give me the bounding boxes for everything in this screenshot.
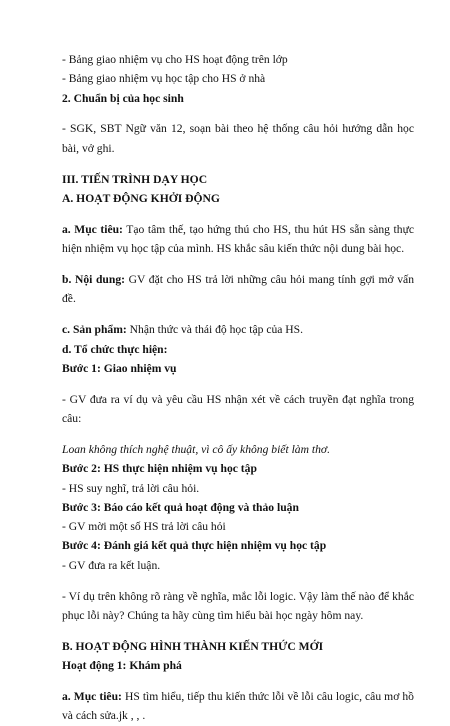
text-line: - Bảng giao nhiệm vụ cho HS hoạt động trên lớp <box>62 53 288 66</box>
content-text: GV đặt cho HS trả lời những câu hỏi mang tính gợi mở vấn đề. <box>62 273 414 306</box>
content-label: b. Nội dung: <box>62 273 125 287</box>
step-heading: Bước 1: Giao nhiệm vụ <box>62 361 177 375</box>
text-line: - Bảng giao nhiệm vụ học tập cho HS ở nhà <box>62 72 266 86</box>
goal-paragraph <box>62 220 414 259</box>
step-heading: Bước 2: HS thực hiện nhiệm vụ học tập <box>62 462 257 476</box>
section-heading: B. HOẠT ĐỘNG HÌNH THÀNH KIẾN THỨC MỚI <box>62 639 324 653</box>
text-line: - HS suy nghĩ, trả lời câu hỏi. <box>62 481 200 495</box>
product-label: c. Sản phẩm: <box>62 323 127 337</box>
text-paragraph: - Ví dụ trên không rõ ràng về nghĩa, mắc lỗi logic. Vậy làm thế nào để khắc phục lỗi này? Chúng ta hãy cùng tìm hiểu bài học ngày hôm nay. <box>62 589 414 622</box>
content-paragraph <box>62 270 414 309</box>
goal-text: HS tìm hiểu, tiếp thu kiến thức lỗi về lỗi câu logic, câu mơ hồ và cách sửa.jk , , . <box>62 689 414 723</box>
goal-label: a. Mục tiêu: <box>62 222 123 236</box>
step-heading: Bước 3: Báo cáo kết quả hoạt động và thảo luận <box>62 500 299 514</box>
section-heading: III. TIẾN TRÌNH DẠY HỌC <box>62 172 208 186</box>
text-line: - GV đưa ra kết luận. <box>62 558 161 572</box>
goal-label: a. Mục tiêu: <box>62 689 122 703</box>
section-heading: A. HOẠT ĐỘNG KHỞI ĐỘNG <box>62 191 220 205</box>
text-line: - GV mời một số HS trả lời câu hỏi <box>62 520 226 534</box>
product-paragraph <box>62 320 414 339</box>
step-heading: Bước 4: Đánh giá kết quả thực hiện nhiệm vụ học tập <box>62 539 327 553</box>
goal-paragraph <box>62 687 414 726</box>
activity-heading: Hoạt động 1: Khám phá <box>62 659 182 673</box>
text-paragraph: - SGK, SBT Ngữ văn 12, soạn bài theo hệ thống câu hỏi hướng dẫn học bài, vở ghi. <box>62 122 414 155</box>
text-paragraph: - GV đưa ra ví dụ và yêu cầu HS nhận xét về cách truyền đạt nghĩa trong câu: <box>62 392 414 426</box>
subheading: d. Tổ chức thực hiện: <box>62 342 168 356</box>
section-heading: 2. Chuẩn bị của học sinh <box>62 91 184 105</box>
product-text: Nhận thức và thái độ học tập của HS. <box>126 323 304 337</box>
goal-text: Tạo tâm thế, tạo hứng thú cho HS, thu hút HS sẵn sàng thực hiện nhiệm vụ học tập của mình. HS khắc sâu kiến thức nội dung bài học. <box>62 222 414 256</box>
example-sentence: Loan không thích nghệ thuật, vì cô ấy không biết làm thơ. <box>62 442 330 456</box>
